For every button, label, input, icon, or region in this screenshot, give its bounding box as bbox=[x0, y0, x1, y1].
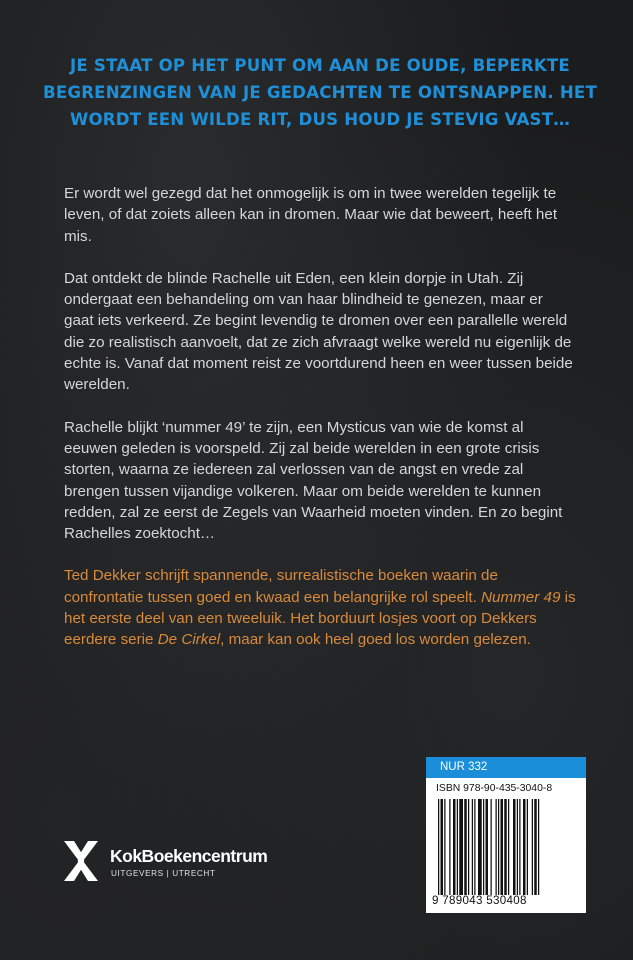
blurb-paragraph-3: Rachelle blijkt ‘nummer 49’ te zijn, een Mysticus van wie de komst al eeuwen geleden is voorspeld. Zij zal beide werelden in een grote crisis storten, waarna ze iedereen zal verlossen van de angst en vrede zal brengen tussen vijandige volkeren. Maar om beide werelden te kunnen redden, zal ze eerst de Zegels van Waarheid moeten vinden. En zo begint Rachelles zoektocht… bbox=[64, 418, 563, 543]
blurb-paragraph-1: Er wordt wel gezegd dat het onmogelijk is om in twee werelden tegelijk te leven, of dat zoiets alleen kan in dromen. Maar wie dat beweert, heeft het mis. bbox=[64, 185, 558, 245]
isbn-box bbox=[426, 757, 586, 913]
publisher-name: KokBoekencentrum bbox=[110, 846, 268, 866]
tagline-line-2: BEGRENZINGEN VAN JE GEDACHTEN TE ONTSNAPPEN. HET bbox=[43, 83, 597, 102]
author-paragraph-part-2: is het eerste deel van een tweeluik. Het borduurt losjes voort op Dekkers eerdere serie bbox=[64, 588, 576, 649]
ean13-barcode-icon bbox=[436, 799, 580, 895]
series-title: De Cirkel bbox=[157, 631, 221, 649]
kokboekencentrum-logo-icon bbox=[62, 837, 100, 885]
tagline bbox=[40, 52, 600, 133]
book-title: Nummer 49 bbox=[481, 588, 561, 606]
publisher-subtitle: UITGEVERS | UTRECHT bbox=[111, 869, 216, 878]
author-paragraph-part-1: Ted Dekker schrijft spannende, surrealistische boeken waarin de confrontatie tussen goed en kwaad een belangrijke rol speelt. bbox=[64, 567, 498, 606]
blurb-paragraph-2: Dat ontdekt de blinde Rachelle uit Eden, een klein dorpje in Utah. Zij ondergaat een behandeling om van haar blindheid te genezen, maar er gaat iets verkeerd. Ze begint levendig te dromen over een parallelle wereld die zo realistisch aanvoelt, dat ze zich afvraagt welke wereld nu eigenlijk de echte is. Vanaf dat moment reist ze voortdurend heen en weer tussen beide werelden. bbox=[64, 269, 573, 394]
barcode-digits: 9 789043 530408 bbox=[432, 894, 527, 907]
nur-label: NUR 332 bbox=[426, 757, 586, 778]
publisher-logo bbox=[62, 837, 302, 887]
tagline-line-3: WORDT EEN WILDE RIT, DUS HOUD JE STEVIG VAST… bbox=[69, 110, 571, 129]
author-paragraph-part-3: , maar kan ook heel goed los worden gelezen. bbox=[220, 631, 531, 649]
tagline-line-1: JE STAAT OP HET PUNT OM AAN DE OUDE, BEPERKTE bbox=[70, 56, 570, 75]
blurb bbox=[64, 183, 576, 672]
author-paragraph bbox=[64, 565, 576, 650]
isbn-label: ISBN 978-90-435-3040-8 bbox=[436, 783, 553, 794]
